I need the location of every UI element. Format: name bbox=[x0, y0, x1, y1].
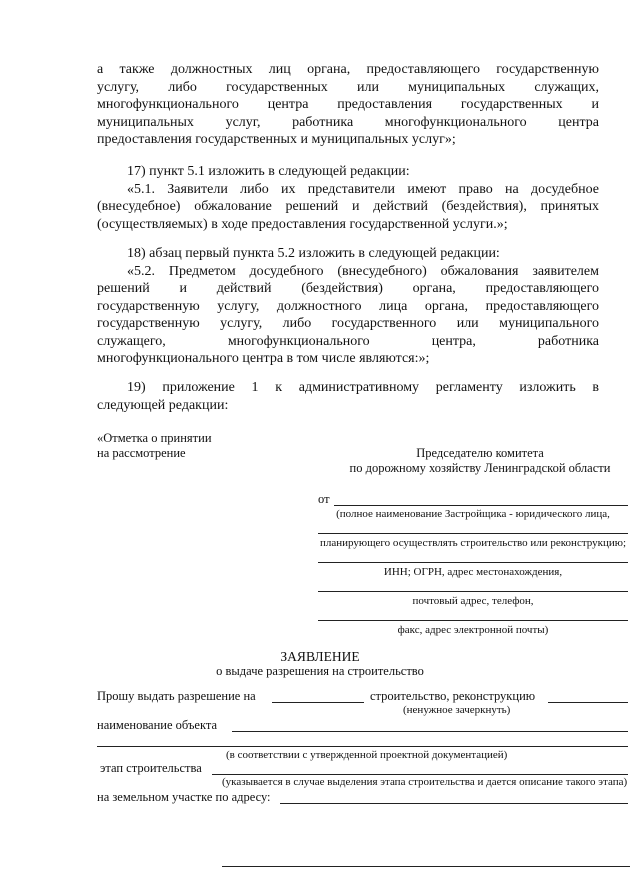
text-line: 19) приложение 1 к административному регламенту изложить в bbox=[127, 380, 599, 395]
hint-applicant-contacts: факс, адрес электронной почты) bbox=[397, 624, 549, 636]
text-line: предоставления государственных и муниципальных услуг»; bbox=[97, 132, 456, 147]
hint-applicant-address: почтовый адрес, телефон, bbox=[412, 595, 534, 607]
text-line: а также должностных лиц органа, предоставляющего государственную bbox=[97, 62, 599, 77]
request-middle: строительство, реконструкцию bbox=[370, 689, 536, 703]
paragraph-item-18 bbox=[97, 245, 599, 368]
text-line: служащего, многофункционального центра, работника bbox=[97, 333, 599, 349]
paragraph-item-19 bbox=[97, 379, 599, 414]
text-line: «5.1. Заявители либо их представители имеют право на досудебное bbox=[127, 181, 599, 197]
text-line: 17) пункт 5.1 изложить в следующей редакции: bbox=[127, 164, 410, 179]
page-footer-rule bbox=[222, 866, 630, 867]
addressee-line2: по дорожному хозяйству Ленинградской области bbox=[349, 461, 611, 475]
acceptance-mark-line1: «Отметка о принятии bbox=[97, 431, 212, 445]
hint-applicant-build: планирующего осуществлять строительство или реконструкцию; bbox=[319, 537, 627, 549]
acceptance-mark-line2: на рассмотрение bbox=[97, 446, 186, 460]
paragraph-item-17 bbox=[97, 163, 599, 233]
request-prefix: Прошу выдать разрешение на bbox=[97, 689, 256, 703]
form-subtitle: о выдаче разрешения на строительство bbox=[216, 664, 424, 678]
form-title: ЗАЯВЛЕНИЕ bbox=[280, 649, 360, 664]
hint-strike: (ненужное зачеркнуть) bbox=[403, 704, 511, 716]
text-line: решений и действий (бездействия) органа, предоставляющего bbox=[97, 281, 599, 296]
hint-stage: (указывается в случае выделения этапа строительства и дается описание такого этапа) bbox=[222, 776, 628, 788]
from-label: от bbox=[318, 492, 330, 506]
stage-label: этап строительства bbox=[100, 761, 202, 775]
text-line: многофункционального центра предоставления государственных и bbox=[97, 97, 599, 112]
applicant-field-2[interactable] bbox=[318, 533, 628, 534]
addressee-line1: Председателю комитета bbox=[416, 446, 544, 460]
applicant-field-4[interactable] bbox=[318, 591, 628, 592]
text-line: услугу, либо государственных или муниципальных служащих, bbox=[97, 79, 599, 95]
land-address-label: на земельном участке по адресу: bbox=[97, 790, 271, 804]
stage-field[interactable] bbox=[212, 774, 628, 775]
text-line: муниципальных услуг, работника многофункционального центра bbox=[97, 114, 599, 130]
text-line: (осуществляемых) в ходе предоставления государственной услуги.»; bbox=[97, 216, 508, 232]
hint-applicant-inn: ИНН; ОГРН, адрес местонахождения, bbox=[383, 566, 563, 578]
land-address-field[interactable] bbox=[280, 803, 628, 804]
hint-applicant-name: (полное наименование Застройщика - юридического лица, bbox=[336, 508, 610, 520]
text-line: 18) абзац первый пункта 5.2 изложить в следующей редакции: bbox=[127, 246, 500, 261]
object-label: наименование объекта bbox=[97, 718, 218, 732]
text-line: государственную услугу, должностного лица органа, предоставляющего bbox=[97, 298, 599, 314]
hint-project: (в соответствии с утвержденной проектной документацией) bbox=[226, 749, 508, 761]
applicant-field-5[interactable] bbox=[318, 620, 628, 621]
text-line: (внесудебное) обжалование решений и действий (бездействия), принятых bbox=[97, 199, 599, 214]
text-line: многофункционального центра в том числе являются:»; bbox=[97, 351, 430, 366]
permit-type-field[interactable] bbox=[272, 702, 364, 703]
object-name-field[interactable] bbox=[232, 731, 628, 732]
permit-type-field-2[interactable] bbox=[548, 702, 628, 703]
text-line: «5.2. Предметом досудебного (внесудебного) обжалования заявителем bbox=[127, 263, 599, 279]
object-name-field-2[interactable] bbox=[97, 746, 628, 747]
applicant-field-3[interactable] bbox=[318, 562, 628, 563]
paragraph-continuation bbox=[97, 61, 599, 149]
text-line: государственную услугу, либо государственного или муниципального bbox=[97, 316, 599, 331]
applicant-name-field[interactable] bbox=[334, 505, 628, 506]
text-line: следующей редакции: bbox=[97, 397, 229, 413]
